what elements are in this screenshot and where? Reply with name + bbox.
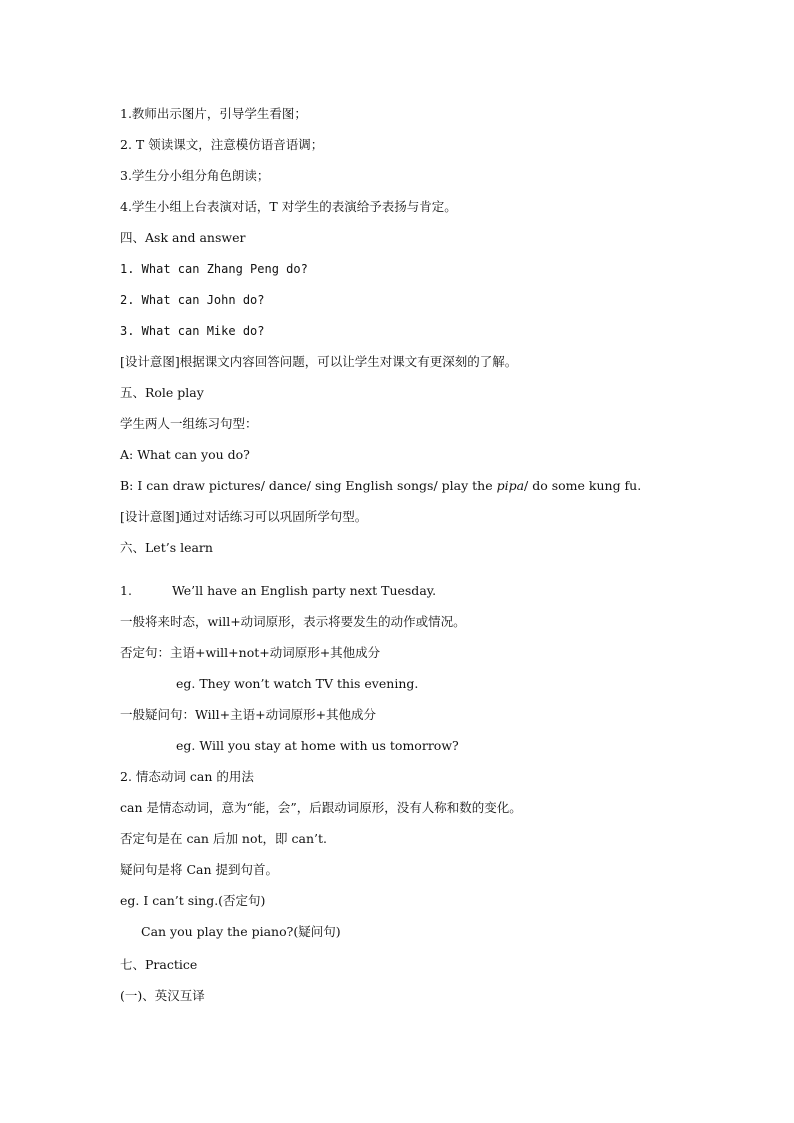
section-lets-learn: 六、Let’s learn [120,540,213,555]
question-form: 一般疑问句：Will+主语+动词原形+其他成分 [120,707,377,722]
dialogue-a: A: What can you do? [120,447,250,462]
example-negative: eg. I can’t sing.(否定句) [120,893,266,908]
step-4: 4.学生小组上台表演对话，T 对学生的表演给予表扬与肯定。 [120,199,457,214]
negative-example: eg. They won’t watch TV this evening. [176,676,419,691]
can-negative: 否定句是在 can 后加 not，即 can’t. [120,831,327,846]
dialogue-b-post: / do some kung fu. [524,478,642,493]
section-practice: 七、Practice [120,957,198,972]
point-2: 2. 情态动词 can 的用法 [120,769,254,784]
point-1-number: 1. [120,583,132,598]
step-3: 3.学生分小组分角色朗读； [120,168,270,183]
question-2: 2. What can John do? [120,293,265,307]
can-question: 疑问句是将 Can 提到句首。 [120,862,279,877]
step-2: 2. T 领读课文，注意模仿语音语调； [120,137,324,152]
point-1 [120,583,436,599]
section-ask-answer: 四、Ask and answer [120,230,246,245]
point-1-text: We’ll have an English party next Tuesday. [171,583,437,598]
question-3: 3. What can Mike do? [120,324,265,338]
dialogue-b-pre: B: I can draw pictures/ dance/ sing English songs/ play the [120,478,497,493]
question-example: eg. Will you stay at home with us tomorrow? [176,738,459,753]
step-1: 1.教师出示图片，引导学生看图； [120,106,307,121]
dialogue-b [120,478,641,494]
section-role-play: 五、Role play [120,385,204,400]
pair-practice: 学生两人一组练习句型： [120,416,258,431]
question-1: 1. What can Zhang Peng do? [120,262,308,276]
negative-form: 否定句：主语+will+not+动词原形+其他成分 [120,645,381,660]
design-intent-2: [设计意图]通过对话练习可以巩固所学句型。 [120,509,368,524]
future-tense: 一般将来时态，will+动词原形，表示将要发生的动作或情况。 [120,614,466,629]
can-description: can 是情态动词，意为“能，会”，后跟动词原形，没有人称和数的变化。 [120,800,522,815]
example-question: Can you play the piano?(疑问句) [141,924,341,939]
design-intent-1: [设计意图]根据课文内容回答问题，可以让学生对课文有更深刻的了解。 [120,354,518,369]
dialogue-b-italic: pipa [496,478,525,493]
sub-section-translation: (一)、英汉互译 [120,988,205,1003]
